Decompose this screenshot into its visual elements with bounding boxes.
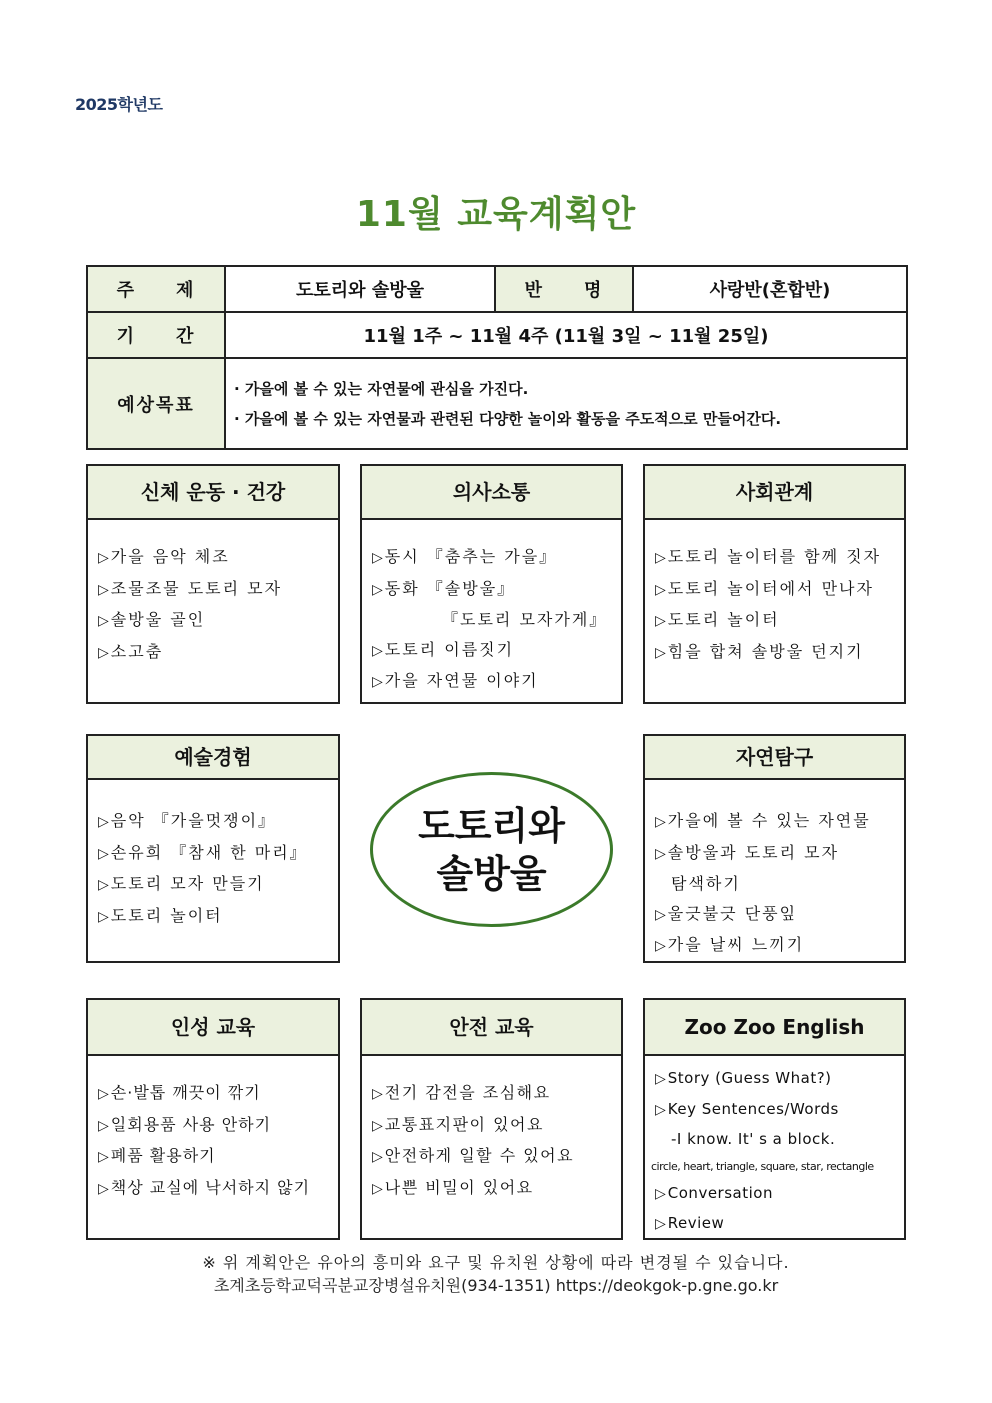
list-item: ▷ 도토리 이름짓기 (372, 635, 621, 667)
triangle-bullet-icon: ▷ (655, 613, 666, 629)
box-list (645, 780, 904, 962)
school-year: 2025학년도 (75, 95, 163, 114)
triangle-bullet-icon: ▷ (655, 581, 666, 598)
list-item: ▷ 조물조물 도토리 모자 (98, 574, 338, 606)
list-item: ▷ 폐품 활용하기 (98, 1141, 338, 1173)
list-item: ▷ 솔방울 골인 (98, 605, 338, 637)
triangle-bullet-icon: ▷ (372, 1149, 383, 1165)
list-item: ▷ Review (655, 1209, 904, 1240)
triangle-bullet-icon: ▷ (655, 550, 666, 566)
list-item: ▷ 가을 날씨 느끼기 (655, 930, 904, 962)
box-physical-health (86, 464, 340, 704)
triangle-bullet-icon: ▷ (98, 877, 109, 893)
list-item: ▷ Conversation (655, 1179, 904, 1210)
triangle-bullet-icon: ▷ (98, 1086, 109, 1102)
list-item: ▷ 가을 음악 체조 (98, 542, 338, 574)
box-title: 사회관계 (645, 466, 904, 520)
list-item: ▷ 책상 교실에 낙서하지 않기 (98, 1173, 338, 1205)
box-art-experience (86, 734, 340, 963)
box-title: 신체 운동 · 건강 (88, 466, 338, 520)
list-item: ▷ 가을에 볼 수 있는 자연물 (655, 806, 904, 838)
box-list (362, 520, 621, 698)
box-title: Zoo Zoo English (645, 1000, 904, 1056)
box-character-education (86, 998, 340, 1240)
triangle-bullet-icon: ▷ (372, 674, 383, 690)
goal-list (225, 358, 907, 449)
box-safety-education (360, 998, 623, 1240)
triangle-bullet-icon: ▷ (655, 938, 666, 954)
triangle-bullet-icon: ▷ (372, 642, 383, 659)
list-item: ▷ 솔방울과 도토리 모자 (655, 838, 904, 870)
list-item: ▷ 일회용품 사용 안하기 (98, 1110, 338, 1142)
box-title: 인성 교육 (88, 1000, 338, 1056)
triangle-bullet-icon: ▷ (98, 908, 109, 925)
triangle-bullet-icon: ▷ (372, 581, 383, 598)
box-list (88, 520, 338, 668)
box-english (643, 998, 906, 1240)
box-title: 의사소통 (362, 466, 621, 520)
triangle-bullet-icon: ▷ (372, 1086, 383, 1102)
triangle-bullet-icon: ▷ (372, 1180, 383, 1197)
triangle-bullet-icon: ▷ (655, 814, 666, 830)
class-label: 반 명 (495, 266, 633, 312)
box-title: 안전 교육 (362, 1000, 621, 1056)
goal-label: 예상목표 (87, 358, 225, 449)
box-list (88, 780, 338, 932)
page-title: 11월 교육계획안 (355, 194, 637, 235)
box-list (645, 520, 904, 668)
triangle-bullet-icon: ▷ (655, 906, 666, 923)
triangle-bullet-icon: ▷ (98, 644, 109, 661)
period-label: 기 간 (87, 312, 225, 358)
list-item: 『도토리 모자가게』 (442, 610, 608, 629)
list-item: ▷ 동화 『솔방울』 (372, 574, 621, 606)
box-communication (360, 464, 623, 704)
list-item: circle, heart, triangle, square, star, rectangle (651, 1159, 874, 1173)
box-title: 예술경험 (88, 736, 338, 780)
box-nature-inquiry (643, 734, 906, 963)
list-item: ▷ 교통표지판이 있어요 (372, 1110, 621, 1142)
period-value: 11월 1주 ~ 11월 4주 (11월 3일 ~ 11월 25일) (225, 312, 907, 358)
box-list (362, 1056, 621, 1204)
list-item: ▷ 전기 감전을 조심해요 (372, 1078, 621, 1110)
list-item: ▷ 울긋불긋 단풍잎 (655, 899, 904, 931)
list-item: ▷ 손유희 『참새 한 마리』 (98, 838, 338, 870)
triangle-bullet-icon: ▷ (372, 550, 383, 566)
list-item: 탐색하기 (671, 874, 741, 893)
triangle-bullet-icon: ▷ (98, 814, 109, 830)
triangle-bullet-icon: ▷ (98, 550, 109, 566)
footer-note: ※ 위 계획안은 유아의 흥미와 요구 및 유치원 상황에 따라 변경될 수 있습니다. (202, 1253, 790, 1272)
triangle-bullet-icon: ▷ (655, 1185, 666, 1202)
box-social-relations (643, 464, 906, 704)
list-item: ▷ 소고춤 (98, 637, 338, 669)
triangle-bullet-icon: ▷ (655, 1216, 666, 1232)
list-item: ▷ 도토리 놀이터 (98, 901, 338, 933)
triangle-bullet-icon: ▷ (98, 1117, 109, 1134)
triangle-bullet-icon: ▷ (98, 845, 109, 862)
list-item: ▷ 안전하게 일할 수 있어요 (372, 1141, 621, 1173)
center-topic-circle (370, 772, 613, 927)
box-list (645, 1056, 904, 1240)
box-title: 자연탐구 (645, 736, 904, 780)
list-item: ▷ 도토리 놀이터 (655, 605, 904, 637)
footer-school-info: 초계초등학교덕곡분교장병설유치원(934-1351) https://deokgok-p.gne.go.kr (213, 1276, 779, 1295)
triangle-bullet-icon: ▷ (98, 1149, 109, 1165)
list-item: ▷ 동시 『춤추는 가을』 (372, 542, 621, 574)
list-item: ▷ 가을 자연물 이야기 (372, 666, 621, 698)
box-list (88, 1056, 338, 1204)
triangle-bullet-icon: ▷ (655, 1101, 666, 1118)
triangle-bullet-icon: ▷ (655, 845, 666, 862)
goal-item: · 가을에 볼 수 있는 자연물과 관련된 다양한 놀이와 활동을 주도적으로 만들어간다. (234, 409, 782, 428)
triangle-bullet-icon: ▷ (372, 1117, 383, 1134)
list-item: ▷ 힘을 합쳐 솔방울 던지기 (655, 637, 904, 669)
list-item: ▷ 손·발톱 깨끗이 깎기 (98, 1078, 338, 1110)
class-value: 사랑반(혼합반) (633, 266, 907, 312)
center-topic-line: 솔방울 (436, 851, 547, 896)
list-item: ▷ 음악 『가을멋쟁이』 (98, 806, 338, 838)
goal-item: · 가을에 볼 수 있는 자연물에 관심을 가진다. (234, 379, 529, 398)
triangle-bullet-icon: ▷ (98, 581, 109, 598)
triangle-bullet-icon: ▷ (655, 644, 666, 661)
list-item: ▷ 도토리 모자 만들기 (98, 869, 338, 901)
list-item: ▷ Key Sentences/Words (655, 1095, 904, 1126)
triangle-bullet-icon: ▷ (98, 613, 109, 629)
list-item: -I know. It' s a block. (671, 1130, 836, 1148)
topic-value: 도토리와 솔방울 (225, 266, 495, 312)
list-item: ▷ 도토리 놀이터에서 만나자 (655, 574, 904, 606)
center-topic-line: 도토리와 (418, 803, 565, 848)
plan-info-table (86, 265, 908, 450)
triangle-bullet-icon: ▷ (655, 1071, 666, 1087)
list-item: ▷ 나쁜 비밀이 있어요 (372, 1173, 621, 1205)
list-item: ▷ 도토리 놀이터를 함께 짓자 (655, 542, 904, 574)
topic-label: 주 제 (87, 266, 225, 312)
triangle-bullet-icon: ▷ (98, 1180, 109, 1197)
list-item: ▷ Story (Guess What?) (655, 1064, 904, 1095)
